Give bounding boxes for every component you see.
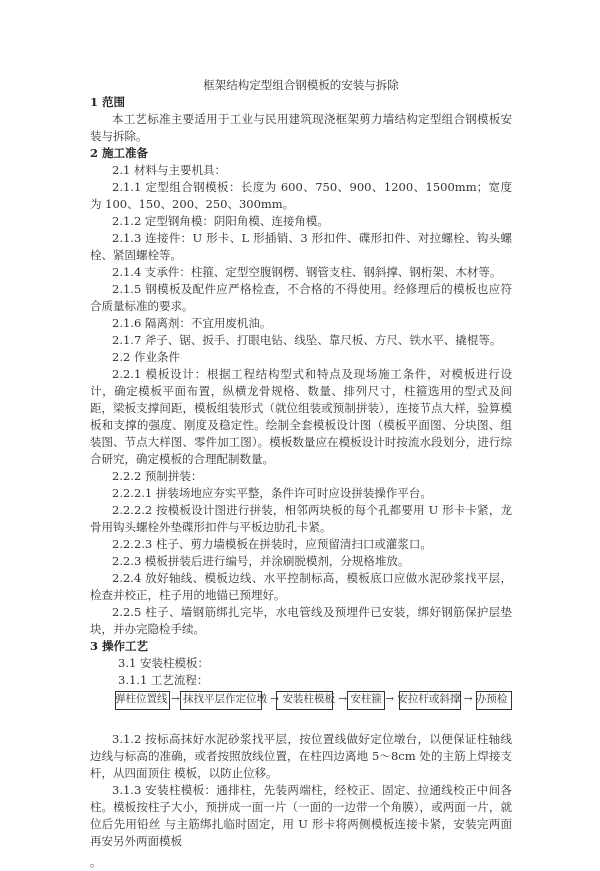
paragraph: 2.2.2 预制拼装： bbox=[112, 469, 203, 483]
flow-box bbox=[180, 691, 262, 710]
paragraph: 2.2.2.2 按模板设计图进行拼装，相邻两块板的每个孔都要用 U 形卡卡紧，龙骨用钩头螺栓外垫碟形扣件与平板边肋孔卡紧。 bbox=[90, 503, 512, 534]
paragraph: 2.2.2.3 柱子、剪力墙模板在拼装时，应预留清扫口或灌浆口。 bbox=[112, 537, 432, 551]
paragraph-tail: 。 bbox=[90, 855, 102, 869]
flow-box bbox=[399, 691, 461, 710]
paragraph: 2.1.6 隔离剂：不宜用废机油。 bbox=[112, 316, 272, 330]
paragraph: 2.1.3 连接件：U 形卡、L 形插销、3 形扣件、碟形扣件、对拉螺栓、钩头螺栓、紧固螺栓等。 bbox=[90, 231, 512, 262]
paragraph: 3.1.1 工艺流程： bbox=[118, 673, 209, 687]
paragraph: 2.1.1 定型组合钢模板：长度为 600、750、900、1200、1500mm；宽度为 100、150、200、250、300mm。 bbox=[90, 180, 512, 211]
paragraph: 2.2 作业条件 bbox=[112, 350, 180, 364]
process-flowchart bbox=[90, 691, 512, 731]
flow-box bbox=[476, 691, 512, 710]
paragraph: 本工艺标准主要适用于工业与民用建筑现浇框架剪力墙结构定型组合钢模板安装与拆除。 bbox=[90, 112, 512, 143]
paragraph: 3.1.3 安装柱模板：通排柱，先装两端柱，经校正、固定、拉通线校正中间各柱。模板按柱子大小，预拼成一面一片（一面的一边带一个角膜），或两面一片，就位后先用铅丝 与主筋绑扎临时固定，用 U 形卡将两侧模板连接卡紧，安装完两面再安另外两面模板 bbox=[90, 783, 512, 848]
section-heading: 2 施工准备 bbox=[90, 146, 149, 160]
paragraph: 2.2.2.1 拼装场地应夯实平整，条件许可时应设拼装操作平台。 bbox=[112, 486, 432, 500]
paragraph: 3.1.2 按标高抹好水泥砂浆找平层，按位置线做好定位墩台，以便保证柱轴线边线与标高的准确，或者按照放线位置，在柱四边离地 5～8cm 处的主筋上焊接支杆，从四面顶住 模板，以防止位移。 bbox=[90, 732, 512, 780]
paragraph: 2.2.3 模板拼装后进行编号，并涂刷脱模剂，分规格堆放。 bbox=[112, 554, 410, 568]
paragraph: 3.1 安装柱模板： bbox=[118, 656, 209, 670]
paragraph: 2.2.5 柱子、墙钢筋绑扎完毕，水电管线及预埋件已安装，绑好钢筋保护层垫块，并办完隐检手续。 bbox=[90, 605, 512, 636]
flow-box bbox=[276, 691, 333, 710]
paragraph: 2.1.5 钢模板及配件应严格检查，不合格的不得使用。经修理后的模板也应符合质量标准的要求。 bbox=[90, 282, 512, 313]
document-title: 框架结构定型组合钢模板的安装与拆除 bbox=[203, 78, 399, 92]
paragraph: 2.1.2 定型钢角模：阴阳角模、连接角模。 bbox=[112, 214, 329, 228]
paragraph: 2.1.4 支承件：柱箍、定型空腹钢楞、钢管支柱、钢斜撑、钢桁架、木材等。 bbox=[112, 265, 502, 279]
section-heading: 3 操作工艺 bbox=[90, 639, 149, 653]
flowchart-text: 弹柱位置线 → 抹找平层作定位墩 → 安装柱模板 → 安柱箍 → 安拉杆或斜撑 → 办预检 bbox=[115, 693, 508, 705]
paragraph: 2.2.1 模板设计：根据工程结构型式和特点及现场施工条件，对模板进行设计，确定模板平面布置，纵横龙骨规格、数量、排列尺寸，柱箍选用的型式及间距，梁板支撑间距，模板组装形式（就位组装或预制拼装），连接节点大样，验算模板和支撑的强度、刚度及稳定性。绘制全套模板设计图（模板平面图、分块图、组装图、节点大样图、零件加工图）。模板数量应在模板设计时按流水段划分，进行综合研究，确定模板的合理配制数量。 bbox=[90, 367, 512, 466]
paragraph: 2.1.7 斧子、锯、扳手、打眼电钻、线坠、靠尺板、方尺、铁水平、撬棍等。 bbox=[112, 333, 502, 347]
paragraph: 2.2.4 放好轴线、模板边线、水平控制标高，模板底口应做水泥砂浆找平层，检查并校正，柱子用的地锚已预埋好。 bbox=[90, 571, 512, 602]
paragraph: 2.1 材料与主要机具： bbox=[112, 163, 226, 177]
flow-box bbox=[115, 691, 170, 710]
section-heading: 1 范围 bbox=[90, 95, 126, 109]
document-body bbox=[90, 77, 512, 871]
flow-box bbox=[347, 691, 385, 710]
